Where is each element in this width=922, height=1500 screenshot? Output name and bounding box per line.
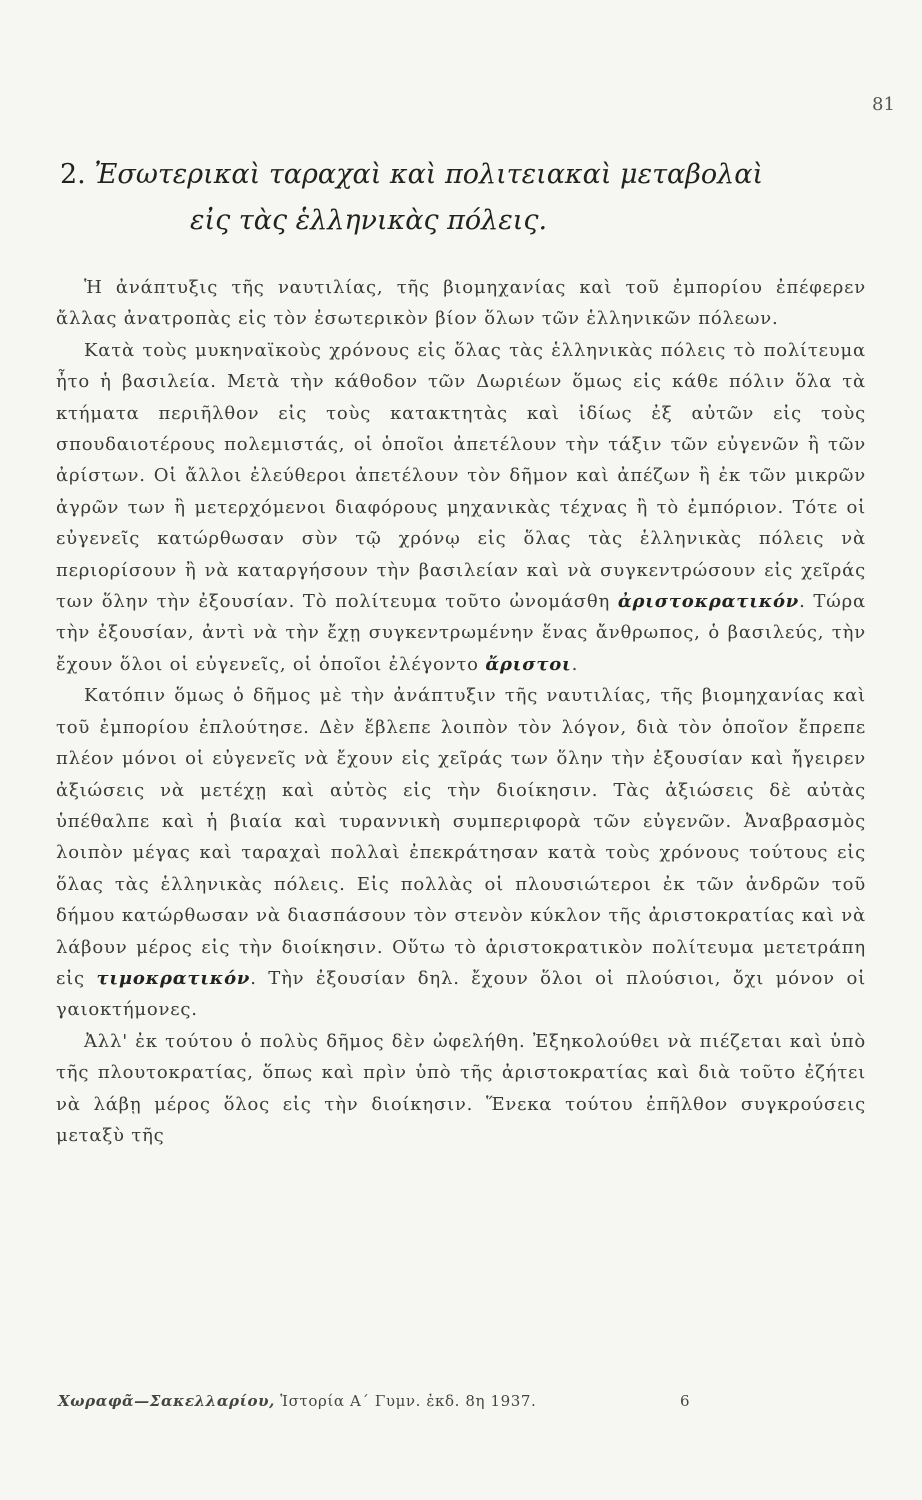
footer xyxy=(58,1392,868,1410)
paragraph-text: Ἡ ἀνάπτυξις τῆς ναυτιλίας, τῆς βιομηχανίας καὶ τοῦ ἐμπορίου ἐπέφερεν ἄλλας ἀνατροπὰς εἰς τὸν ἐσωτερικὸν βίον ὅλων τῶν ἑλληνικῶν πόλεων. xyxy=(56,277,866,330)
chapter-title-line1: Ἐσωτερικαὶ ταραχαὶ καὶ πολιτειακαὶ μεταβολαὶ xyxy=(94,159,764,190)
chapter-title-line2: εἰς τὰς ἑλληνικὰς πόλεις. xyxy=(190,205,548,236)
footer-signature: 6 xyxy=(680,1392,691,1410)
chapter-heading-line1 xyxy=(60,152,860,198)
footer-details: Ἱστορία Α΄ Γυμν. ἐκδ. 8η 1937. xyxy=(280,1392,537,1410)
chapter-number: 2. xyxy=(60,159,86,190)
emphasized-term: ἄριστοι xyxy=(485,653,572,675)
paragraph-text: . xyxy=(571,653,579,675)
paragraph-text: Ἀλλ' ἐκ τούτου ὁ πολὺς δῆμος δὲν ὠφελήθη. Ἐξηκολούθει νὰ πιέζεται καὶ ὑπὸ τῆς πλουτοκρατίας, ὅπως καὶ πρὶν ὑπὸ τῆς ἀριστοκρατίας καὶ διὰ τοῦτο ἐζήτει νὰ λάβῃ μέρος ὅλος εἰς τὴν διοίκησιν. Ἕνεκα τούτου ἐπῆλθον συγκρούσεις μεταξὺ τῆς xyxy=(56,1030,866,1146)
body-text xyxy=(56,272,866,1151)
paragraph xyxy=(56,335,866,680)
footer-publisher: Χωραφᾶ—Σακελλαρίου, xyxy=(58,1392,275,1410)
page-number: 81 xyxy=(872,94,895,115)
paragraph xyxy=(56,1026,866,1152)
paragraph xyxy=(56,680,866,1025)
paragraph-text: Κατὰ τοὺς μυκηναϊκοὺς χρόνους εἰς ὅλας τὰς ἑλληνικὰς πόλεις τὸ πολίτευμα ἦτο ἡ βασιλεία. Μετὰ τὴν κάθοδον τῶν Δωριέων ὅμως εἰς κάθε πόλιν ὅλα τὰ κτήματα περιῆλθον εἰς τοὺς κατακτητὰς καὶ ἰδίως ἐξ αὐτῶν εἰς τοὺς σπουδαιοτέρους πολεμιστάς, οἱ ὁποῖοι ἀπετέλουν τὴν τάξιν τῶν εὐγενῶν ἢ τῶν ἀρίστων. Οἱ ἄλλοι ἐλεύθεροι ἀπετέλουν τὸν δῆμον καὶ ἀπέζων ἢ ἐκ τῶν μικρῶν ἀγρῶν των ἢ μετερχόμενοι διαφόρους μηχανικὰς τέχνας ἢ τὸ ἐμπόριον. Τότε οἱ εὐγενεῖς κατώρθωσαν σὺν τῷ χρόνῳ εἰς ὅλας τὰς ἑλληνικὰς πόλεις νὰ περιορίσουν ἢ νὰ καταργήσουν τὴν βασιλείαν καὶ νὰ συγκεντρώσουν εἰς χεῖράς των ὅλην τὴν ἐξουσίαν. Τὸ πολίτευμα τοῦτο ὠνομάσθη xyxy=(56,339,866,613)
emphasized-term: τιμοκρατικόν xyxy=(96,967,251,989)
paragraph-text: . Τώρα τὴν ἐξουσίαν, ἀντὶ νὰ τὴν ἔχῃ συγκεντρωμένην ἕνας ἄνθρωπος, ὁ βασιλεύς, τὴν ἔχουν ὅλοι οἱ εὐγενεῖς, οἱ ὁποῖοι ἐλέγοντο xyxy=(56,591,866,675)
paragraph-text: . Τὴν ἐξουσίαν δηλ. ἔχουν ὅλοι οἱ πλούσιοι, ὄχι μόνον οἱ γαιοκτήμονες. xyxy=(56,967,866,1021)
emphasized-term: ἀριστοκρατικόν xyxy=(617,591,800,613)
paragraph-text: Κατόπιν ὅμως ὁ δῆμος μὲ τὴν ἀνάπτυξιν τῆς ναυτιλίας, τῆς βιομηχανίας καὶ τοῦ ἐμπορίου ἐπλούτησε. Δὲν ἔβλεπε λοιπὸν τὸν λόγον, διὰ τὸν ὁποῖον ἔπρεπε πλέον μόνοι οἱ εὐγενεῖς νὰ ἔχουν εἰς χεῖράς των ὅλην τὴν ἐξουσίαν καὶ ἤγειρεν ἀξιώσεις νὰ μετέχῃ καὶ αὐτὸς εἰς τὴν διοίκησιν. Τὰς ἀξιώσεις δὲ αὐτὰς ὑπέθαλπε καὶ ἡ βιαία καὶ τυραννικὴ συμπεριφορὰ τῶν εὐγενῶν. Ἀναβρασμὸς λοιπὸν μέγας καὶ ταραχαὶ πολλαὶ ἐπεκράτησαν κατὰ τοὺς χρόνους τούτους εἰς ὅλας τὰς ἑλληνικὰς πόλεις. Εἰς πολλὰς οἱ πλουσιώτεροι ἐκ τῶν ἀνδρῶν τοῦ δήμου κατώρθωσαν νὰ διασπάσουν τὸν στενὸν κύκλον τῆς ἀριστοκρατίας καὶ νὰ λάβουν μέρος εἰς τὴν διοίκησιν. Οὕτω τὸ ἀριστοκρατικὸν πολίτευμα μετετράπη εἰς xyxy=(56,685,866,989)
paragraph xyxy=(56,272,866,335)
chapter-heading xyxy=(60,152,860,244)
